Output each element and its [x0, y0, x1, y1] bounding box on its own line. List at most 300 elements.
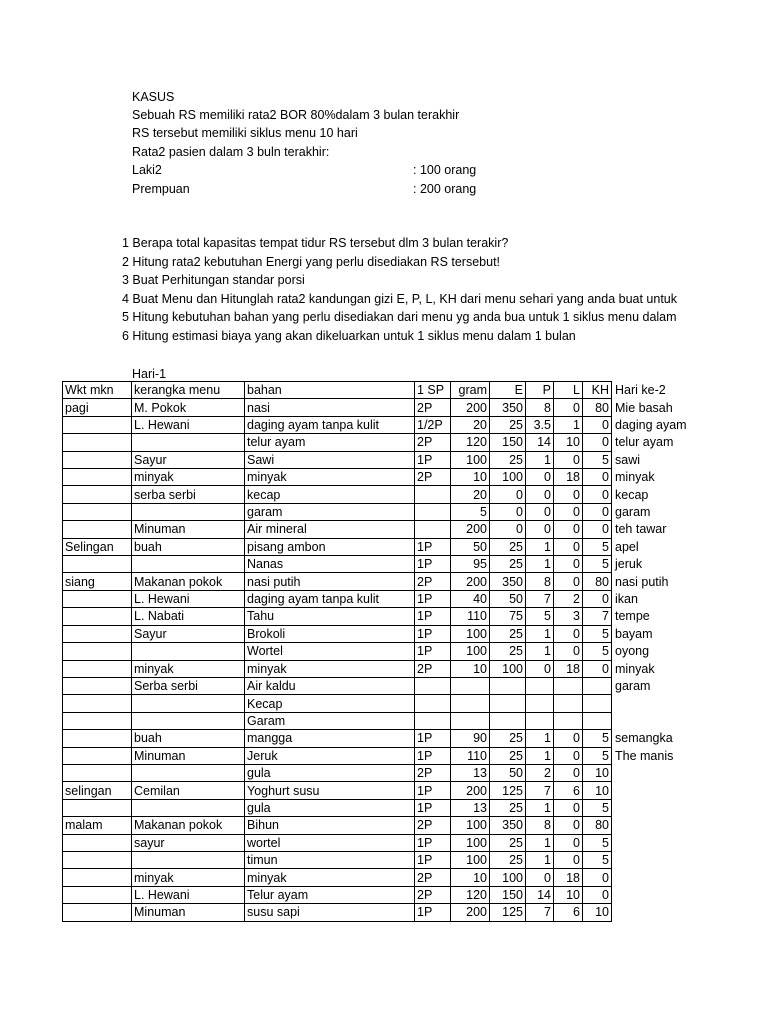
cell-kh: 80 [583, 573, 612, 590]
cell-gram: 40 [451, 590, 490, 607]
cell-kh: 5 [583, 730, 612, 747]
table-row [63, 608, 690, 625]
table-row [63, 799, 690, 816]
cell-bahan: minyak [245, 660, 415, 677]
cell-sp: 2P [415, 764, 451, 781]
cell-gram: 100 [451, 817, 490, 834]
table-row [63, 538, 690, 555]
cell-wkt-mkn [63, 834, 132, 851]
cell-energi [490, 695, 526, 712]
table-row [63, 486, 690, 503]
cell-energi: 0 [490, 486, 526, 503]
cell-hari-ke-2: oyong [615, 644, 650, 659]
kasus-line-2: RS tersebut memiliki siklus menu 10 hari [132, 126, 358, 140]
cell-sp: 1P [415, 625, 451, 642]
cell-kerangka-menu: buah [132, 730, 245, 747]
question-4: 4 Buat Menu dan Hitunglah rata2 kandungan gizi E, P, L, KH dari menu sehari yang anda buat untuk [122, 292, 678, 306]
cell-bahan: telur ayam [245, 434, 415, 451]
cell-energi: 25 [490, 451, 526, 468]
cell-kerangka-menu: L. Hewani [132, 416, 245, 433]
cell-bahan: Tahu [245, 608, 415, 625]
cell-kh: 10 [583, 764, 612, 781]
cell-gram [451, 695, 490, 712]
cell-bahan: pisang ambon [245, 538, 415, 555]
cell-kerangka-menu [132, 503, 245, 520]
cell-wkt-mkn [63, 451, 132, 468]
cell-sp [415, 521, 451, 538]
cell-protein: 8 [526, 573, 554, 590]
cell-gram: 20 [451, 486, 490, 503]
cell-gram: 90 [451, 730, 490, 747]
laki-label: Laki2 [132, 163, 162, 177]
cell-kh: 5 [583, 643, 612, 660]
cell-energi: 100 [490, 660, 526, 677]
cell-wkt-mkn: Selingan [63, 538, 132, 555]
cell-wkt-mkn: pagi [63, 399, 132, 416]
cell-kh: 0 [583, 503, 612, 520]
cell-sp: 1P [415, 834, 451, 851]
cell-sp [415, 677, 451, 694]
table-row [63, 399, 690, 416]
cell-gram: 100 [451, 851, 490, 868]
table-row [63, 851, 690, 868]
cell-gram: 200 [451, 399, 490, 416]
cell-kerangka-menu: minyak [132, 869, 245, 886]
cell-lemak: 0 [554, 573, 583, 590]
cell-hari-ke-2: garam [615, 505, 651, 520]
cell-lemak [554, 677, 583, 694]
cell-protein: 5 [526, 608, 554, 625]
cell-sp: 2P [415, 886, 451, 903]
cell-bahan: mangga [245, 730, 415, 747]
cell-hari-ke-2 [612, 712, 690, 729]
cell-sp: 2P [415, 434, 451, 451]
cell-energi: 25 [490, 851, 526, 868]
cell-kerangka-menu [132, 556, 245, 573]
table-row [63, 782, 690, 799]
cell-energi: E [490, 382, 526, 399]
table-row [63, 764, 690, 781]
cell-hari-ke-2 [612, 834, 690, 851]
cell-bahan: susu sapi [245, 904, 415, 921]
cell-kerangka-menu: L. Nabati [132, 608, 245, 625]
cell-lemak: 0 [554, 834, 583, 851]
cell-protein: 1 [526, 625, 554, 642]
cell-hari-ke-2: sawi [615, 452, 641, 467]
cell-kh: 0 [583, 469, 612, 486]
cell-sp: 1P [415, 556, 451, 573]
cell-bahan: Jeruk [245, 747, 415, 764]
cell-wkt-mkn [63, 643, 132, 660]
cell-sp: 1P [415, 747, 451, 764]
cell-sp: 1/2P [415, 416, 451, 433]
cell-lemak: 0 [554, 399, 583, 416]
cell-gram: 5 [451, 503, 490, 520]
cell-gram: 10 [451, 660, 490, 677]
cell-protein: 1 [526, 538, 554, 555]
cell-wkt-mkn [63, 486, 132, 503]
cell-wkt-mkn [63, 590, 132, 607]
cell-bahan: Telur ayam [245, 886, 415, 903]
cell-bahan: nasi putih [245, 573, 415, 590]
cell-energi: 350 [490, 399, 526, 416]
cell-kh: 10 [583, 782, 612, 799]
cell-hari-ke-2: The manis [615, 748, 674, 763]
cell-kh: 5 [583, 834, 612, 851]
cell-energi: 25 [490, 799, 526, 816]
cell-kerangka-menu: Minuman [132, 904, 245, 921]
cell-kh: 5 [583, 556, 612, 573]
cell-wkt-mkn [63, 747, 132, 764]
cell-hari-ke-2 [612, 869, 690, 886]
cell-lemak: 3 [554, 608, 583, 625]
cell-hari-ke-2: kecap [615, 487, 649, 502]
table-row [63, 503, 690, 520]
cell-gram: 120 [451, 886, 490, 903]
cell-protein: 1 [526, 747, 554, 764]
table-row [63, 817, 690, 834]
cell-bahan: daging ayam tanpa kulit [245, 416, 415, 433]
cell-kerangka-menu: M. Pokok [132, 399, 245, 416]
cell-protein: 1 [526, 451, 554, 468]
cell-energi: 25 [490, 538, 526, 555]
cell-sp: 2P [415, 869, 451, 886]
cell-wkt-mkn [63, 764, 132, 781]
cell-energi: 25 [490, 556, 526, 573]
cell-gram: 50 [451, 538, 490, 555]
cell-lemak: 0 [554, 556, 583, 573]
menu-table-wrap [62, 381, 690, 922]
cell-kh: 5 [583, 538, 612, 555]
cell-lemak: 10 [554, 886, 583, 903]
cell-kerangka-menu: kerangka menu [132, 382, 245, 399]
cell-energi: 350 [490, 817, 526, 834]
cell-sp: 1 SP [415, 382, 451, 399]
cell-bahan: Yoghurt susu [245, 782, 415, 799]
cell-gram: 200 [451, 573, 490, 590]
cell-energi [490, 677, 526, 694]
cell-bahan: timun [245, 851, 415, 868]
cell-bahan: minyak [245, 469, 415, 486]
cell-lemak: 10 [554, 434, 583, 451]
cell-sp: 1P [415, 851, 451, 868]
cell-gram: 120 [451, 434, 490, 451]
cell-sp: 2P [415, 469, 451, 486]
cell-kh: 0 [583, 434, 612, 451]
cell-wkt-mkn [63, 799, 132, 816]
table-row [63, 643, 690, 660]
cell-bahan: Garam [245, 712, 415, 729]
cell-protein: 0 [526, 469, 554, 486]
cell-kh: 0 [583, 521, 612, 538]
cell-wkt-mkn [63, 434, 132, 451]
cell-kerangka-menu: Makanan pokok [132, 573, 245, 590]
cell-kerangka-menu [132, 851, 245, 868]
cell-kerangka-menu [132, 643, 245, 660]
cell-protein: 0 [526, 503, 554, 520]
cell-protein: 7 [526, 590, 554, 607]
cell-bahan: wortel [245, 834, 415, 851]
cell-kh: 80 [583, 399, 612, 416]
cell-lemak: 0 [554, 851, 583, 868]
cell-protein [526, 695, 554, 712]
cell-wkt-mkn [63, 677, 132, 694]
cell-sp: 1P [415, 799, 451, 816]
cell-wkt-mkn [63, 712, 132, 729]
cell-wkt-mkn: Wkt mkn [63, 382, 132, 399]
cell-protein: 7 [526, 782, 554, 799]
cell-kerangka-menu [132, 695, 245, 712]
cell-lemak: 0 [554, 747, 583, 764]
cell-hari-ke-2: nasi putih [615, 574, 669, 589]
cell-lemak: 0 [554, 764, 583, 781]
cell-lemak: 6 [554, 904, 583, 921]
cell-sp: 1P [415, 451, 451, 468]
cell-wkt-mkn [63, 695, 132, 712]
question-1: 1 Berapa total kapasitas tempat tidur RS tersebut dlm 3 bulan terakir? [122, 236, 509, 250]
table-row [63, 434, 690, 451]
cell-bahan: Kecap [245, 695, 415, 712]
cell-hari-ke-2 [612, 817, 690, 834]
cell-protein: 1 [526, 556, 554, 573]
cell-energi: 0 [490, 521, 526, 538]
cell-hari-ke-2 [612, 782, 690, 799]
cell-hari-ke-2: telur ayam [615, 435, 674, 450]
cell-kh [583, 712, 612, 729]
table-row [63, 660, 690, 677]
cell-kerangka-menu: L. Hewani [132, 590, 245, 607]
cell-gram: 100 [451, 834, 490, 851]
cell-sp: 1P [415, 730, 451, 747]
cell-gram: 95 [451, 556, 490, 573]
cell-hari-ke-2: semangka [615, 731, 673, 746]
cell-sp: 1P [415, 904, 451, 921]
cell-hari-ke-2 [612, 851, 690, 868]
cell-wkt-mkn: malam [63, 817, 132, 834]
cell-gram: gram [451, 382, 490, 399]
cell-wkt-mkn [63, 625, 132, 642]
cell-bahan: minyak [245, 869, 415, 886]
cell-bahan: nasi [245, 399, 415, 416]
cell-hari-ke-2: Hari ke-2 [615, 383, 666, 398]
menu-table-body [63, 382, 690, 922]
cell-protein: 1 [526, 851, 554, 868]
cell-kerangka-menu: minyak [132, 469, 245, 486]
table-row [63, 469, 690, 486]
cell-sp: 2P [415, 660, 451, 677]
cell-kh: 7 [583, 608, 612, 625]
cell-bahan: gula [245, 764, 415, 781]
cell-sp: 1P [415, 643, 451, 660]
cell-wkt-mkn [63, 416, 132, 433]
cell-kerangka-menu: minyak [132, 660, 245, 677]
cell-bahan: Brokoli [245, 625, 415, 642]
question-2: 2 Hitung rata2 kebutuhan Energi yang perlu disediakan RS tersebut! [122, 255, 501, 269]
cell-lemak [554, 695, 583, 712]
table-row [63, 451, 690, 468]
cell-kerangka-menu: Makanan pokok [132, 817, 245, 834]
cell-gram: 100 [451, 451, 490, 468]
table-row [63, 904, 690, 921]
cell-energi: 125 [490, 904, 526, 921]
cell-kerangka-menu: Minuman [132, 521, 245, 538]
cell-kerangka-menu [132, 712, 245, 729]
cell-hari-ke-2: tempe [615, 609, 650, 624]
cell-protein: 3.5 [526, 416, 554, 433]
cell-kh: 10 [583, 904, 612, 921]
cell-energi: 150 [490, 886, 526, 903]
cell-gram: 10 [451, 469, 490, 486]
cell-gram: 110 [451, 747, 490, 764]
cell-kh: 5 [583, 851, 612, 868]
cell-gram: 200 [451, 521, 490, 538]
cell-kerangka-menu: L. Hewani [132, 886, 245, 903]
table-row [63, 416, 690, 433]
cell-sp: 2P [415, 817, 451, 834]
cell-kerangka-menu [132, 434, 245, 451]
cell-hari-ke-2 [612, 904, 690, 921]
cell-gram: 200 [451, 904, 490, 921]
cell-lemak: 0 [554, 643, 583, 660]
cell-sp: 1P [415, 590, 451, 607]
table-row [63, 625, 690, 642]
cell-gram: 110 [451, 608, 490, 625]
cell-gram: 100 [451, 643, 490, 660]
cell-hari-ke-2: Mie basah [615, 400, 673, 415]
cell-protein: 0 [526, 660, 554, 677]
prempuan-value: : 200 orang [413, 182, 477, 196]
cell-energi: 25 [490, 834, 526, 851]
cell-hari-ke-2: minyak [615, 661, 655, 676]
cell-protein [526, 712, 554, 729]
cell-protein: 1 [526, 643, 554, 660]
menu-table [62, 381, 690, 922]
laki-value: : 100 orang [413, 163, 477, 177]
cell-protein: 1 [526, 799, 554, 816]
cell-energi: 25 [490, 625, 526, 642]
cell-bahan: Bihun [245, 817, 415, 834]
kasus-title: KASUS [132, 90, 175, 104]
cell-gram [451, 677, 490, 694]
cell-kerangka-menu: Cemilan [132, 782, 245, 799]
kasus-line-1: Sebuah RS memiliki rata2 BOR 80%dalam 3 bulan terakhir [132, 108, 460, 122]
cell-energi: 75 [490, 608, 526, 625]
cell-wkt-mkn [63, 503, 132, 520]
cell-bahan: Nanas [245, 556, 415, 573]
cell-lemak: 18 [554, 869, 583, 886]
cell-kh: 0 [583, 886, 612, 903]
cell-bahan: gula [245, 799, 415, 816]
cell-hari-ke-2: garam [615, 679, 651, 694]
cell-lemak: L [554, 382, 583, 399]
cell-bahan: garam [245, 503, 415, 520]
cell-lemak: 0 [554, 799, 583, 816]
cell-sp [415, 712, 451, 729]
table-row [63, 730, 690, 747]
hari-1-label: Hari-1 [132, 367, 167, 381]
cell-hari-ke-2: jeruk [615, 557, 643, 572]
cell-kerangka-menu: serba serbi [132, 486, 245, 503]
cell-protein: 14 [526, 434, 554, 451]
table-row [63, 695, 690, 712]
cell-kh [583, 695, 612, 712]
cell-gram: 100 [451, 625, 490, 642]
cell-kerangka-menu [132, 764, 245, 781]
cell-hari-ke-2: ikan [615, 592, 638, 607]
cell-kh: 80 [583, 817, 612, 834]
cell-protein: 1 [526, 834, 554, 851]
cell-kerangka-menu: buah [132, 538, 245, 555]
cell-hari-ke-2: teh tawar [615, 522, 667, 537]
cell-lemak: 18 [554, 469, 583, 486]
cell-sp: 2P [415, 399, 451, 416]
cell-sp [415, 486, 451, 503]
cell-protein: 14 [526, 886, 554, 903]
cell-lemak: 0 [554, 817, 583, 834]
cell-protein: 1 [526, 730, 554, 747]
cell-energi: 125 [490, 782, 526, 799]
cell-kh: 5 [583, 799, 612, 816]
cell-bahan: Sawi [245, 451, 415, 468]
cell-energi [490, 712, 526, 729]
cell-kerangka-menu: Sayur [132, 451, 245, 468]
cell-hari-ke-2 [612, 886, 690, 903]
cell-sp: 2P [415, 573, 451, 590]
cell-wkt-mkn [63, 556, 132, 573]
cell-sp [415, 503, 451, 520]
cell-wkt-mkn [63, 886, 132, 903]
cell-bahan: Air mineral [245, 521, 415, 538]
cell-protein: P [526, 382, 554, 399]
cell-energi: 25 [490, 643, 526, 660]
cell-lemak: 0 [554, 451, 583, 468]
cell-lemak: 0 [554, 521, 583, 538]
cell-energi: 25 [490, 747, 526, 764]
cell-bahan: daging ayam tanpa kulit [245, 590, 415, 607]
cell-energi: 100 [490, 869, 526, 886]
cell-wkt-mkn [63, 869, 132, 886]
cell-gram [451, 712, 490, 729]
cell-kh: 0 [583, 660, 612, 677]
table-row [63, 573, 690, 590]
cell-wkt-mkn [63, 730, 132, 747]
cell-lemak: 18 [554, 660, 583, 677]
table-row [63, 834, 690, 851]
cell-lemak: 0 [554, 503, 583, 520]
cell-kerangka-menu: Minuman [132, 747, 245, 764]
cell-lemak: 0 [554, 625, 583, 642]
question-5: 5 Hitung kebutuhan bahan yang perlu disediakan dari menu yg anda bua untuk 1 siklus menu dalam [122, 310, 677, 324]
cell-lemak: 1 [554, 416, 583, 433]
cell-gram: 13 [451, 799, 490, 816]
cell-wkt-mkn [63, 608, 132, 625]
cell-bahan: kecap [245, 486, 415, 503]
question-3: 3 Buat Perhitungan standar porsi [122, 273, 305, 287]
cell-lemak: 0 [554, 538, 583, 555]
cell-protein: 8 [526, 399, 554, 416]
cell-kh [583, 677, 612, 694]
cell-hari-ke-2: minyak [615, 470, 655, 485]
cell-lemak: 0 [554, 486, 583, 503]
cell-gram: 200 [451, 782, 490, 799]
cell-bahan: Wortel [245, 643, 415, 660]
kasus-line-3: Rata2 pasien dalam 3 buln terakhir: [132, 145, 330, 159]
cell-protein: 8 [526, 817, 554, 834]
table-row [63, 590, 690, 607]
cell-kerangka-menu: Serba serbi [132, 677, 245, 694]
cell-sp: 1P [415, 782, 451, 799]
cell-energi: 25 [490, 730, 526, 747]
